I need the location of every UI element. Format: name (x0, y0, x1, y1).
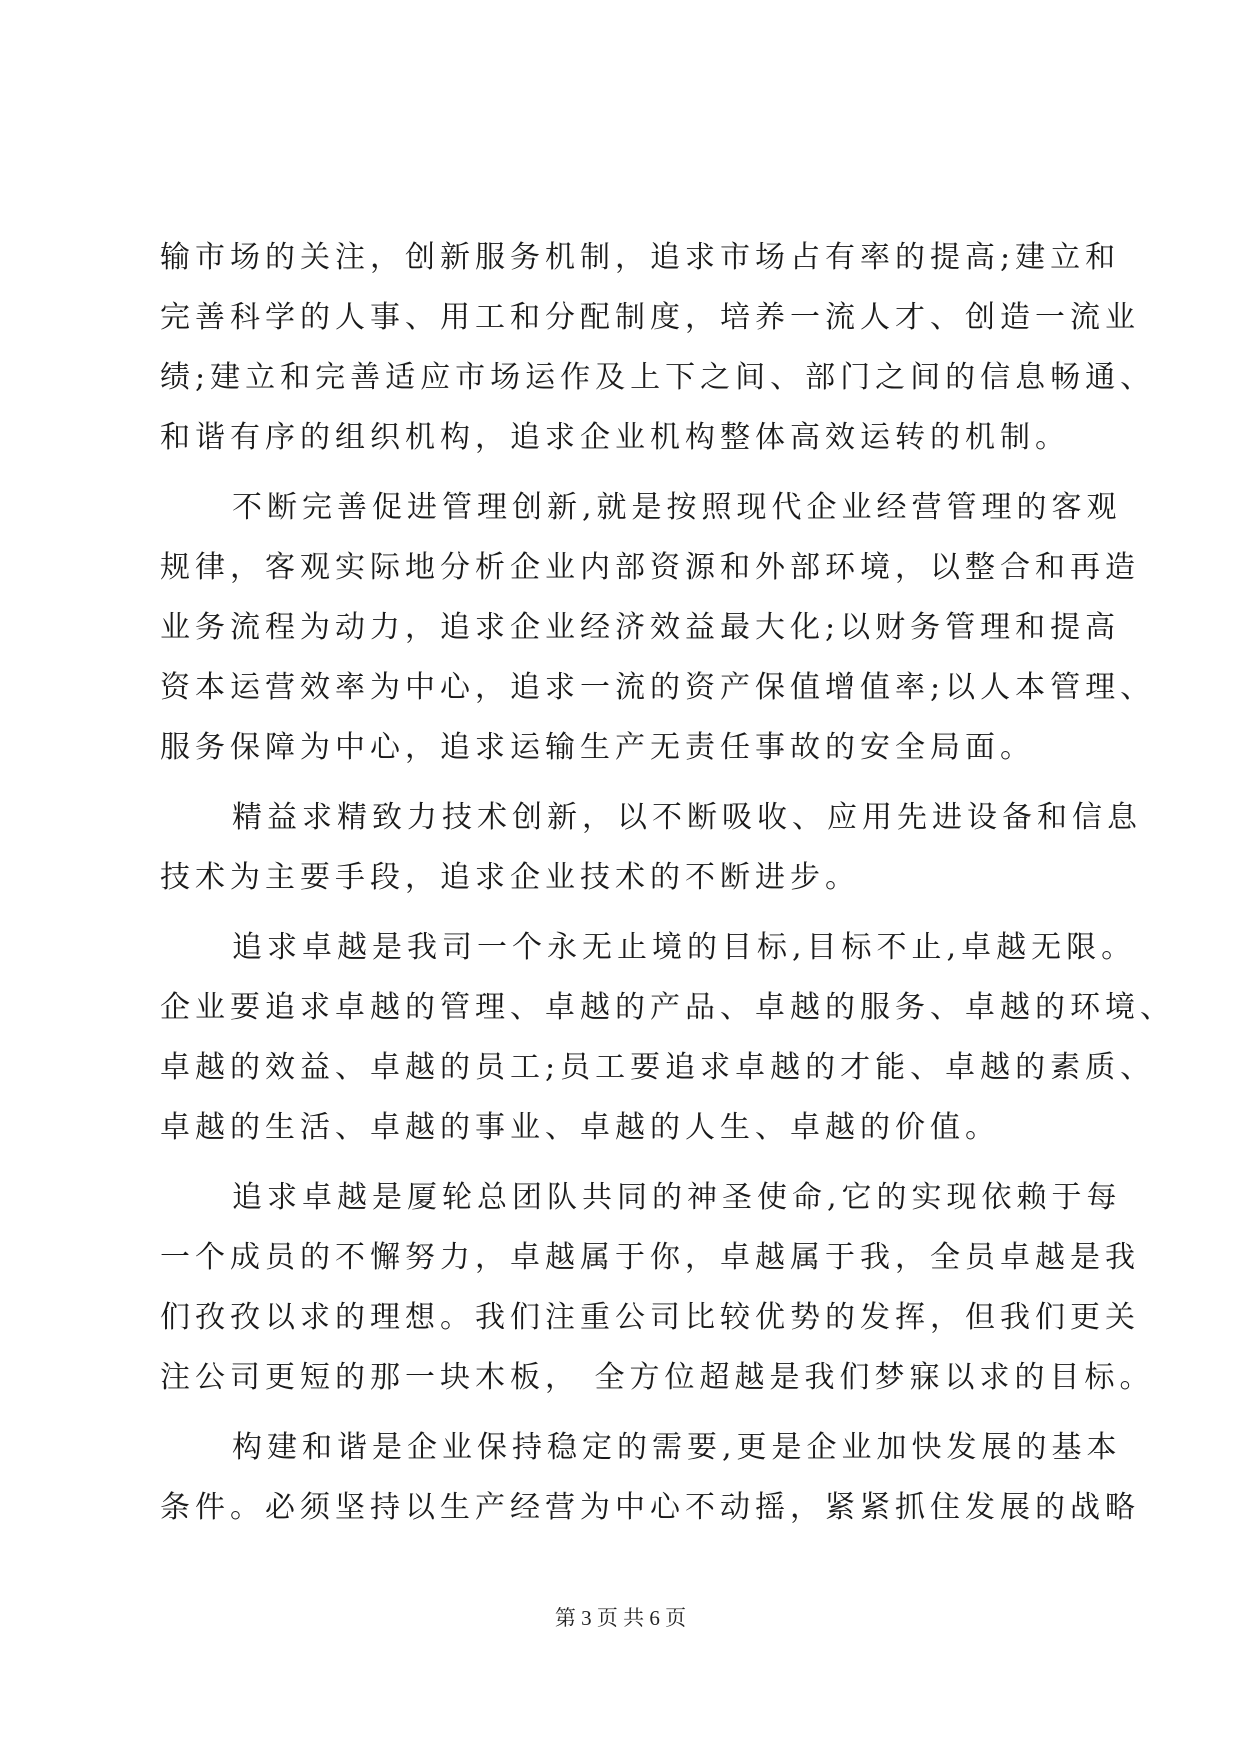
text-line: 资本运营效率为中心，追求一流的资产保值增值率;以人本管理、 (160, 670, 1156, 705)
paragraph (160, 1168, 1155, 1408)
page-number-label: 第 3 页 共 6 页 (554, 1606, 687, 1630)
text-line: 企业要追求卓越的管理、卓越的产品、卓越的服务、卓越的环境、 (160, 990, 1175, 1025)
text-line: 绩;建立和完善适应市场运作及上下之间、部门之间的信息畅通、 (160, 360, 1156, 395)
paragraph-spacer (160, 908, 1082, 918)
paragraph (160, 228, 1156, 468)
text-line: 和谐有序的组织机构，追求企业机构整体高效运转的机制。 (160, 420, 1070, 455)
text-line: 业务流程为动力，追求企业经济效益最大化;以财务管理和提高 (160, 610, 1121, 645)
text-line: 规律，客观实际地分析企业内部资源和外部环境，以整合和再造 (160, 550, 1140, 585)
paragraph (160, 1418, 1140, 1538)
text-line: 完善科学的人事、用工和分配制度，培养一流人才、创造一流业 (160, 300, 1140, 335)
text-line: 构建和谐是企业保持稳定的需要,更是企业加快发展的基本 (232, 1430, 1122, 1465)
paragraph-spacer (160, 468, 1082, 478)
text-line: 追求卓越是厦轮总团队共同的神圣使命,它的实现依赖于每 (232, 1180, 1122, 1215)
paragraph-spacer (160, 1408, 1082, 1418)
text-line: 技术为主要手段，追求企业技术的不断进步。 (160, 860, 860, 895)
text-line: 输市场的关注，创新服务机制，追求市场占有率的提高;建立和 (160, 240, 1121, 275)
text-line: 服务保障为中心，追求运输生产无责任事故的安全局面。 (160, 730, 1035, 765)
text-line: 精益求精致力技术创新，以不断吸收、应用先进设备和信息 (232, 800, 1142, 835)
text-line: 追求卓越是我司一个永无止境的目标,目标不止,卓越无限。 (232, 930, 1137, 965)
text-line: 不断完善促进管理创新,就是按照现代企业经营管理的客观 (232, 490, 1122, 525)
text-line: 条件。必须坚持以生产经营为中心不动摇，紧紧抓住发展的战略 (160, 1490, 1140, 1525)
text-line: 注公司更短的那一块木板， 全方位超越是我们梦寐以求的目标。 (160, 1360, 1155, 1395)
document-body (160, 228, 1175, 1538)
text-line: 卓越的生活、卓越的事业、卓越的人生、卓越的价值。 (160, 1110, 1000, 1145)
text-line: 一个成员的不懈努力，卓越属于你，卓越属于我，全员卓越是我 (160, 1240, 1140, 1275)
paragraph (160, 918, 1175, 1158)
page-footer (0, 1603, 1241, 1633)
text-line: 卓越的效益、卓越的员工;员工要追求卓越的才能、卓越的素质、 (160, 1050, 1156, 1085)
paragraph-spacer (160, 778, 1082, 788)
paragraph (160, 478, 1156, 778)
paragraph-spacer (160, 1158, 1082, 1168)
paragraph (160, 788, 1142, 908)
text-line: 们孜孜以求的理想。我们注重公司比较优势的发挥，但我们更关 (160, 1300, 1140, 1335)
